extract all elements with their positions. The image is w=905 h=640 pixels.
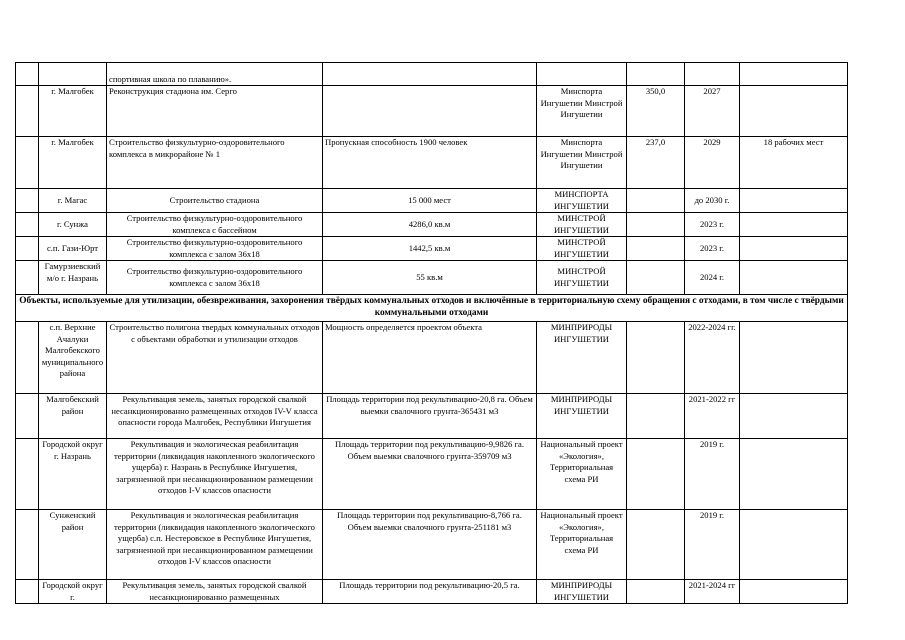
year-cell: 2022-2024 гг. xyxy=(685,322,740,394)
row-number xyxy=(16,86,39,137)
year-cell: 2021-2024 гг xyxy=(685,580,740,604)
year-cell: 2021-2022 гг xyxy=(685,394,740,439)
year-cell: 2029 xyxy=(685,137,740,189)
jobs-cell xyxy=(740,510,848,580)
location-cell: г. Малгобек xyxy=(39,86,107,137)
year-cell: 2019 г. xyxy=(685,439,740,510)
responsible-cell: МИНПРИРОДЫ ИНГУШЕТИИ xyxy=(537,394,627,439)
table-row xyxy=(16,580,848,604)
table-row xyxy=(16,189,848,213)
table-row xyxy=(16,213,848,237)
table-row xyxy=(16,237,848,261)
capacity-cell: Площадь территории под рекультивацию-20,8 га. Объем выемки свалочного грунта-365431 м3 xyxy=(323,394,537,439)
year-cell: 2024 г. xyxy=(685,261,740,295)
table-row xyxy=(16,322,848,394)
table-row xyxy=(16,86,848,137)
object-name-cell: Рекультивация земель, занятых городской свалкой несанкционированно размещенных xyxy=(107,580,323,604)
responsible-cell: МИНСТРОЙ ИНГУШЕТИИ xyxy=(537,261,627,295)
row-number xyxy=(16,137,39,189)
responsible-cell: Национальный проект «Экология», Территориальная схема РИ xyxy=(537,439,627,510)
location-cell: с.п. Гази-Юрт xyxy=(39,237,107,261)
cost-cell xyxy=(627,189,685,213)
location-cell: г. Малгобек xyxy=(39,137,107,189)
responsible-cell: МИНПРИРОДЫ ИНГУШЕТИИ xyxy=(537,580,627,604)
location-cell xyxy=(39,63,107,86)
year-cell: 2027 xyxy=(685,86,740,137)
capacity-cell: Площадь территории под рекультивацию-9,9826 га. Объем выемки свалочного грунта-359709 м3 xyxy=(323,439,537,510)
row-number xyxy=(16,63,39,86)
cost-cell xyxy=(627,394,685,439)
year-cell: до 2030 г. xyxy=(685,189,740,213)
jobs-cell xyxy=(740,213,848,237)
object-name-cell: Строительство физкультурно-оздоровительного комплекса с залом 36х18 xyxy=(107,261,323,295)
section-header-row xyxy=(16,295,848,322)
year-cell: 2023 г. xyxy=(685,237,740,261)
cost-cell xyxy=(627,439,685,510)
capacity-cell: Площадь территории под рекультивацию-20,5 га. xyxy=(323,580,537,604)
year-cell xyxy=(685,63,740,86)
row-number xyxy=(16,439,39,510)
location-cell: Гамурзиевский м/о г. Назрань xyxy=(39,261,107,295)
responsible-cell: Минспорта Ингушетии Минстрой Ингушетии xyxy=(537,137,627,189)
location-cell: г. Сунжа xyxy=(39,213,107,237)
object-name-cell: Рекультивация и экологическая реабилитация территории (ликвидация накопленного экологического ущерба) с.п. Нестеровское в Республике Ингушетия, загрязненной при несанкционированном размещении отходов I-V классов опасности xyxy=(107,510,323,580)
object-name-cell: Реконструкция стадиона им. Серго xyxy=(107,86,323,137)
objects-table xyxy=(15,62,848,604)
table-row xyxy=(16,394,848,439)
jobs-cell xyxy=(740,189,848,213)
section-title: Объекты, используемые для утилизации, обезвреживания, захоронения твёрдых коммунальных отходов и включённые в территориальную схему обращения с отходами, в том числе с твёрдыми коммунальными отходами xyxy=(16,295,848,322)
cost-cell xyxy=(627,580,685,604)
location-cell: г. Магас xyxy=(39,189,107,213)
location-cell: Городской округ г. xyxy=(39,580,107,604)
location-cell: Малгобекский район xyxy=(39,394,107,439)
row-number xyxy=(16,580,39,604)
jobs-cell xyxy=(740,63,848,86)
capacity-cell: Площадь территории под рекультивацию-8,766 га. Объем выемки свалочного грунта-251181 м3 xyxy=(323,510,537,580)
responsible-cell: МИНСТРОЙ ИНГУШЕТИИ xyxy=(537,237,627,261)
row-number xyxy=(16,189,39,213)
capacity-cell xyxy=(323,86,537,137)
capacity-cell: 55 кв.м xyxy=(323,261,537,295)
capacity-cell: 1442,5 кв.м xyxy=(323,237,537,261)
capacity-cell: 15 000 мест xyxy=(323,189,537,213)
responsible-cell: Минспорта Ингушетии Минстрой Ингушетии xyxy=(537,86,627,137)
cost-cell xyxy=(627,261,685,295)
jobs-cell xyxy=(740,237,848,261)
responsible-cell: Национальный проект «Экология», Территориальная схема РИ xyxy=(537,510,627,580)
object-name-cell: Рекультивация земель, занятых городской свалкой несанкционированно размещенных отходов IV-V класса опасности города Малгобек, Республики Ингушетия xyxy=(107,394,323,439)
capacity-cell: Мощность определяется проектом объекта xyxy=(323,322,537,394)
row-number xyxy=(16,322,39,394)
cost-cell xyxy=(627,510,685,580)
object-name-cell: Строительство физкультурно-оздоровительного комплекса в микрорайоне № 1 xyxy=(107,137,323,189)
row-number xyxy=(16,213,39,237)
jobs-cell xyxy=(740,86,848,137)
capacity-cell xyxy=(323,63,537,86)
table-row xyxy=(16,261,848,295)
cost-cell: 237,0 xyxy=(627,137,685,189)
year-cell: 2019 г. xyxy=(685,510,740,580)
object-name-cell: спортивная школа по плаванию». xyxy=(107,63,323,86)
row-number xyxy=(16,261,39,295)
jobs-cell: 18 рабочих мест xyxy=(740,137,848,189)
capacity-cell: Пропускная способность 1900 человек xyxy=(323,137,537,189)
responsible-cell: МИНПРИРОДЫ ИНГУШЕТИИ xyxy=(537,322,627,394)
cost-cell: 350,0 xyxy=(627,86,685,137)
location-cell: Городской округ г. Назрань xyxy=(39,439,107,510)
location-cell: с.п. Верхние Ачалуки Малгобекского муниципального района xyxy=(39,322,107,394)
table-row xyxy=(16,137,848,189)
row-number xyxy=(16,237,39,261)
table-row xyxy=(16,510,848,580)
jobs-cell xyxy=(740,322,848,394)
jobs-cell xyxy=(740,394,848,439)
object-name-cell: Строительство физкультурно-оздоровительного комплекса с залом 36х18 xyxy=(107,237,323,261)
year-cell: 2023 г. xyxy=(685,213,740,237)
row-number xyxy=(16,510,39,580)
cost-cell xyxy=(627,213,685,237)
table-row xyxy=(16,63,848,86)
capacity-cell: 4286,0 кв.м xyxy=(323,213,537,237)
table-row xyxy=(16,439,848,510)
jobs-cell xyxy=(740,261,848,295)
cost-cell xyxy=(627,237,685,261)
responsible-cell: МИНСПОРТА ИНГУШЕТИИ xyxy=(537,189,627,213)
cost-cell xyxy=(627,322,685,394)
row-number xyxy=(16,394,39,439)
responsible-cell: МИНСТРОЙ ИНГУШЕТИИ xyxy=(537,213,627,237)
object-name-cell: Строительство стадиона xyxy=(107,189,323,213)
cost-cell xyxy=(627,63,685,86)
jobs-cell xyxy=(740,439,848,510)
object-name-cell: Рекультивация и экологическая реабилитация территории (ликвидация накопленного экологического ущерба) г. Назрань в Республике Ингушетия, загрязненной при несанкционированном размещении отходов I-V классов опасности xyxy=(107,439,323,510)
jobs-cell xyxy=(740,580,848,604)
location-cell: Сунженский район xyxy=(39,510,107,580)
object-name-cell: Строительство полигона твердых коммунальных отходов с объектами обработки и утилизации отходов xyxy=(107,322,323,394)
object-name-cell: Строительство физкультурно-оздоровительного комплекса с бассейном xyxy=(107,213,323,237)
responsible-cell xyxy=(537,63,627,86)
